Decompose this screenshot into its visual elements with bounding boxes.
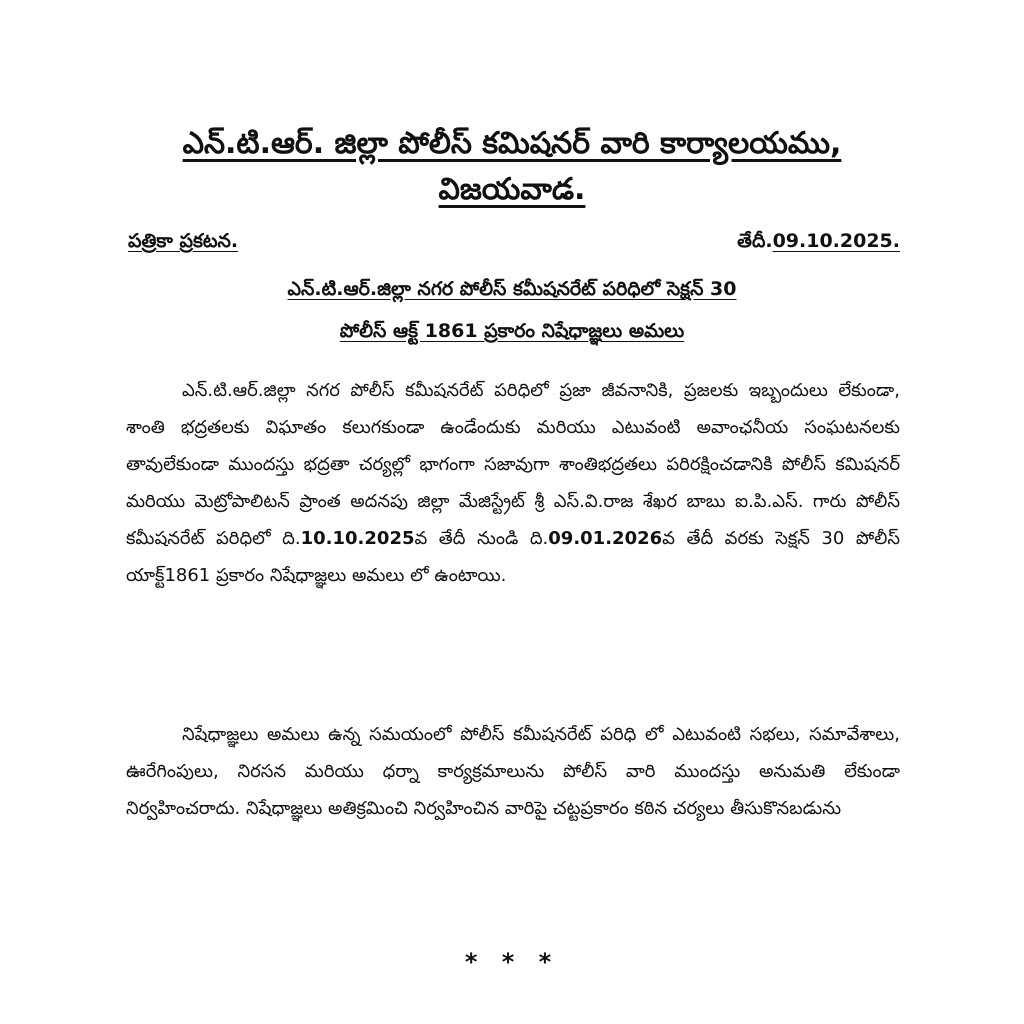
date-to: 09.01.2026 [548, 528, 663, 549]
subject-line-2: పోలీస్ ఆక్ట్ 1861 ప్రకారం నిషేధాజ్ఞలు అమలు [339, 320, 685, 342]
para1-text-b: వ తేదీ నుండి ది. [414, 528, 549, 549]
subject-line-1: ఎన్.టి.ఆర్.జిల్లా నగర పోలీస్ కమీషనరేట్ పరిధిలో సెక్షన్ 30 [287, 278, 737, 300]
body-paragraph-1 [126, 372, 900, 594]
para2-text: నిషేధాజ్ఞలు అమలు ఉన్న సమయంలో పోలీస్ కమీషనరేట్ పరిధి లో ఎటువంటి సభలు, సమావేశాలు, ఊరేగింపులు, నిరసన మరియు ధర్నా కార్యక్రమాలును పోలీస్ వారి ముందస్తు అనుమతి లేకుండా నిర్వహించరాదు. నిషేధాజ్ఞలు అతిక్రమించి నిర్వహించిన వారిపై చట్టప్రకారం కఠిన చర్యలు తీసుకొనబడును [126, 724, 900, 819]
office-title: ఎన్.టి.ఆర్. జిల్లా పోలీస్ కమిషనర్ వారి కార్యాలయము, [182, 126, 842, 161]
body-paragraph-2 [126, 716, 900, 827]
office-city: విజయవాడ. [438, 172, 586, 207]
date-from: 10.10.2025 [300, 528, 415, 549]
press-release-label: పత్రికా ప్రకటన. [128, 230, 239, 252]
meta-row [128, 226, 900, 256]
release-date [737, 226, 900, 256]
end-mark: * * * [464, 948, 560, 976]
para1-text-c: వ తేదీ వరకు సెక్షన్ 30 పోలీస్ యాక్ట్1861 ప్రకారం నిషేధాజ్ఞలు అమలు లో ఉంటాయి. [126, 528, 900, 586]
date-value: 09.10.2025. [772, 230, 900, 252]
para1-text-a: ఎన్.టి.ఆర్.జిల్లా నగర పోలీస్ కమీషనరేట్ పరిధిలో ప్రజా జీవనానికి, ప్రజలకు ఇబ్బందులు లేకుండా, శాంతి భద్రతలకు విఘాతం కలుగకుండా ఉండేందుకు మరియు ఎటువంటి అవాంఛనీయ సంఘటనలకు తావులేకుండా ముందస్తు భద్రతా చర్యల్లో భాగంగా సజావుగా శాంతిభద్రతలు పరిరక్షించడానికి పోలీస్ కమిషనర్ మరియు మెట్రోపాలిటన్ ప్రాంత అదనపు జిల్లా మేజిస్ట్రేట్ శ్రీ ఎస్.వి.రాజ శేఖర బాబు ఐ.పి.ఎస్. గారు పోలీస్ కమీషనరేట్ పరిధిలో ది. [126, 380, 900, 549]
date-label: తేదీ. [737, 230, 773, 252]
